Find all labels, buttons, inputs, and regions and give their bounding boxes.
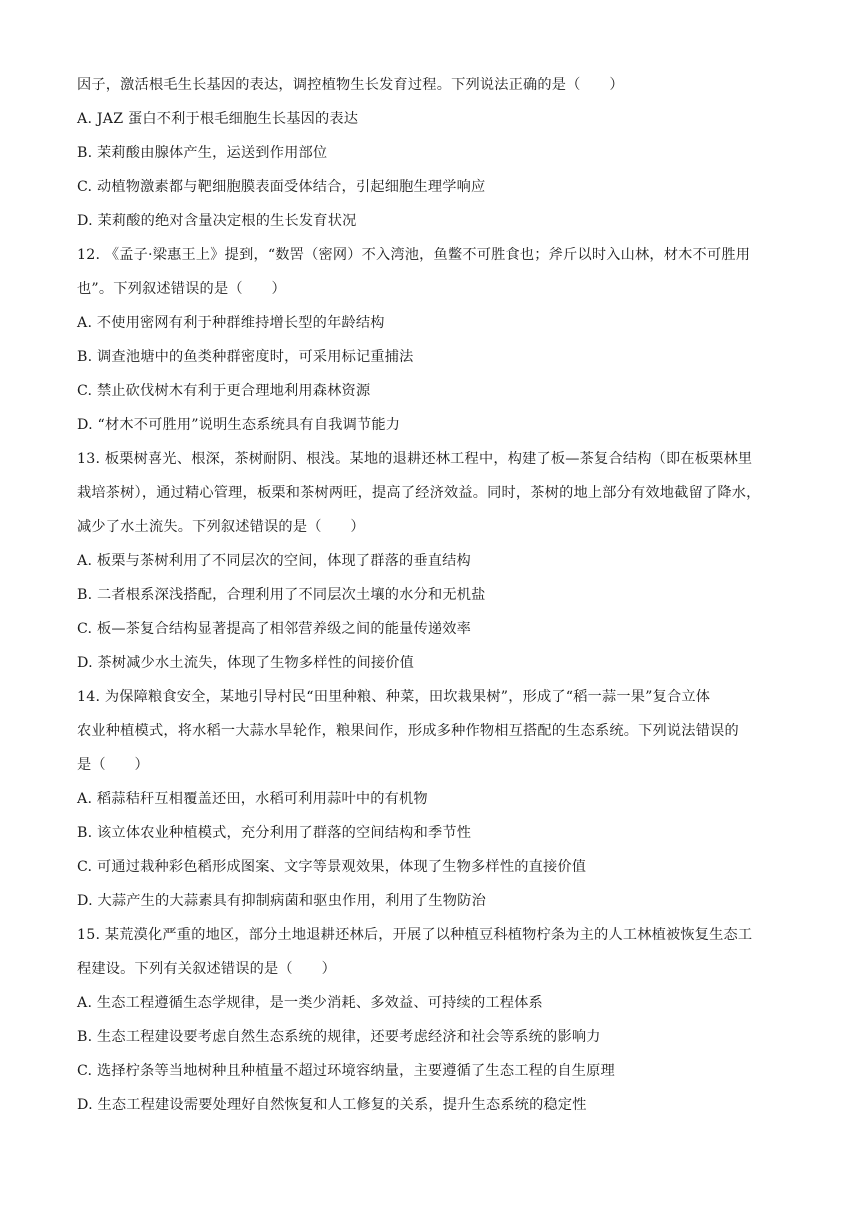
- question-14-option-b: B. 该立体农业种植模式，充分利用了群落的空间结构和季节性: [77, 825, 472, 841]
- question-13-stem-line-1: 13. 板栗树喜光、根深，茶树耐阴、根浅。某地的退耕还林工程中，构建了板—茶复合结构（即在板栗林里: [77, 451, 753, 467]
- question-14-stem-line-1: 14. 为保障粮食安全，某地引导村民“田里种粮、种菜，田坎栽果树”，形成了“稻一蒜一果”复合立体: [77, 689, 711, 705]
- question-14-stem-line-2: 农业种植模式，将水稻一大蒜水旱轮作，粮果间作，形成多种作物相互搭配的生态系统。下列说法错误的: [77, 723, 739, 739]
- question-11-stem: 因子，激活根毛生长基因的表达，调控植物生长发育过程。下列说法正确的是（ ）: [77, 77, 624, 93]
- question-14-option-c: C. 可通过栽种彩色稻形成图案、文字等景观效果，体现了生物多样性的直接价值: [77, 859, 587, 875]
- question-15-option-b: B. 生态工程建设要考虑自然生态系统的规律，还要考虑经济和社会等系统的影响力: [77, 1029, 601, 1045]
- exam-page: [77, 68, 787, 1122]
- question-12-option-b: B. 调查池塘中的鱼类种群密度时，可采用标记重捕法: [77, 349, 414, 365]
- question-14-option-d: D. 大蒜产生的大蒜素具有抑制病菌和驱虫作用，利用了生物防治: [77, 893, 486, 909]
- question-12: [77, 238, 787, 442]
- question-13-option-b: B. 二者根系深浅搭配，合理利用了不同层次土壤的水分和无机盐: [77, 587, 486, 603]
- question-12-option-c: C. 禁止砍伐树木有利于更合理地利用森林资源: [77, 383, 371, 399]
- question-15: [77, 918, 787, 1122]
- question-11-option-c: C. 动植物激素都与靶细胞膜表面受体结合，引起细胞生理学响应: [77, 179, 486, 195]
- question-15-stem-line-2: 程建设。下列有关叙述错误的是（ ）: [77, 961, 336, 977]
- question-14-stem-line-3: 是（ ）: [77, 757, 149, 773]
- question-13-option-d: D. 茶树减少水土流失，体现了生物多样性的间接价值: [77, 655, 415, 671]
- question-12-stem-line-1: 12. 《孟子·梁惠王上》提到，“数罟（密网）不入湾池，鱼鳖不可胜食也；斧斤以时入山林，材木不可胜用: [77, 247, 751, 263]
- question-13-stem-line-2: 栽培茶树），通过精心管理，板栗和茶树两旺，提高了经济效益。同时，茶树的地上部分有效地截留了降水，: [77, 485, 761, 501]
- question-11-option-d: D. 茉莉酸的绝对含量决定根的生长发育状况: [77, 213, 357, 229]
- question-13-option-c: C. 板—茶复合结构显著提高了相邻营养级之间的能量传递效率: [77, 621, 472, 637]
- question-14: [77, 680, 787, 918]
- question-13-stem-line-3: 减少了水土流失。下列叙述错误的是（ ）: [77, 519, 365, 535]
- question-13: [77, 442, 787, 680]
- question-11: [77, 68, 787, 238]
- question-11-option-b: B. 茉莉酸由腺体产生，运送到作用部位: [77, 145, 328, 161]
- question-12-stem-line-2: 也”。下列叙述错误的是（ ）: [77, 281, 286, 297]
- question-11-option-a: A. JAZ 蛋白不利于根毛细胞生长基因的表达: [77, 111, 359, 127]
- question-15-stem-line-1: 15. 某荒漠化严重的地区，部分土地退耕还林后，开展了以种植豆科植物柠条为主的人工林植被恢复生态工: [77, 927, 753, 943]
- question-15-option-a: A. 生态工程遵循生态学规律，是一类少消耗、多效益、可持续的工程体系: [77, 995, 543, 1011]
- question-12-option-a: A. 不使用密网有利于种群维持增长型的年龄结构: [77, 315, 385, 331]
- question-13-option-a: A. 板栗与茶树利用了不同层次的空间，体现了群落的垂直结构: [77, 553, 471, 569]
- question-12-option-d: D. “材木不可胜用”说明生态系统具有自我调节能力: [77, 417, 401, 433]
- question-15-option-c: C. 选择柠条等当地树种且种植量不超过环境容纳量，主要遵循了生态工程的自生原理: [77, 1063, 615, 1079]
- question-15-option-d: D. 生态工程建设需要处理好自然恢复和人工修复的关系，提升生态系统的稳定性: [77, 1097, 587, 1113]
- question-14-option-a: A. 稻蒜秸秆互相覆盖还田，水稻可利用蒜叶中的有机物: [77, 791, 428, 807]
